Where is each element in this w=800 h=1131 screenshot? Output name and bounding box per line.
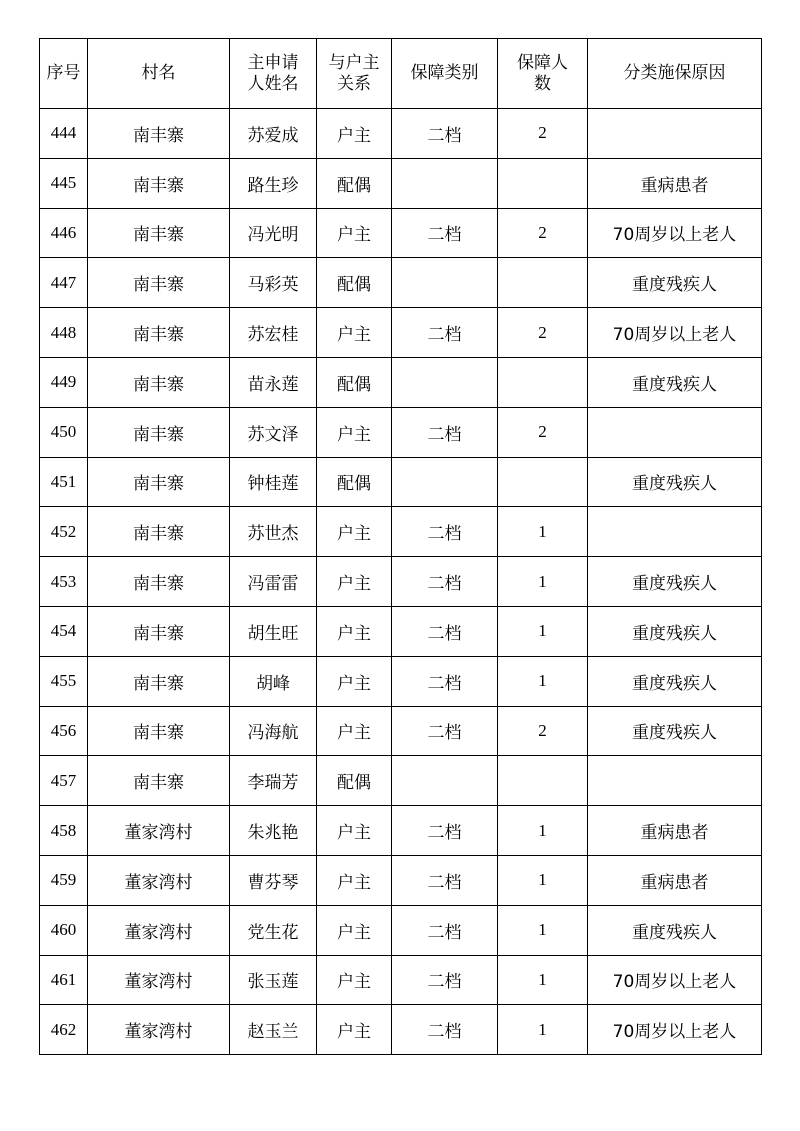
reason-cell: 重度残疾人 xyxy=(588,606,762,656)
table-row xyxy=(40,208,762,258)
seq-cell: 455 xyxy=(40,656,88,706)
count-cell xyxy=(498,457,588,507)
reason-cell: 70周岁以上老人 xyxy=(588,208,762,258)
seq-cell: 456 xyxy=(40,706,88,756)
reason-cell: 重病患者 xyxy=(588,855,762,905)
village-cell: 南丰寨 xyxy=(88,208,230,258)
seq-cell: 462 xyxy=(40,1005,88,1055)
seq-cell: 448 xyxy=(40,308,88,358)
assistance-roster-table xyxy=(39,38,762,1055)
category-cell: 二档 xyxy=(392,806,498,856)
village-cell: 南丰寨 xyxy=(88,407,230,457)
seq-cell: 457 xyxy=(40,756,88,806)
reason-cell: 重度残疾人 xyxy=(588,557,762,607)
count-cell: 2 xyxy=(498,109,588,159)
category-cell: 二档 xyxy=(392,955,498,1005)
reason-cell xyxy=(588,507,762,557)
table-row xyxy=(40,557,762,607)
table-row xyxy=(40,905,762,955)
col-header-count-line1: 保障人 xyxy=(517,52,568,73)
count-cell: 2 xyxy=(498,706,588,756)
seq-cell: 445 xyxy=(40,158,88,208)
relation-cell: 配偶 xyxy=(317,258,392,308)
table-row xyxy=(40,955,762,1005)
table-row xyxy=(40,258,762,308)
table-row xyxy=(40,706,762,756)
category-cell: 二档 xyxy=(392,208,498,258)
count-cell: 1 xyxy=(498,1005,588,1055)
applicant-name-cell: 苏宏桂 xyxy=(230,308,317,358)
village-cell: 董家湾村 xyxy=(88,855,230,905)
village-cell: 董家湾村 xyxy=(88,955,230,1005)
col-header-seq: 序号 xyxy=(40,39,88,109)
reason-cell: 重病患者 xyxy=(588,806,762,856)
reason-cell: 重度残疾人 xyxy=(588,258,762,308)
col-header-relation-line1: 与户主 xyxy=(328,52,380,73)
seq-cell: 453 xyxy=(40,557,88,607)
applicant-name-cell: 马彩英 xyxy=(230,258,317,308)
count-cell: 2 xyxy=(498,407,588,457)
table-row xyxy=(40,656,762,706)
relation-cell: 配偶 xyxy=(317,158,392,208)
category-cell: 二档 xyxy=(392,557,498,607)
reason-cell: 重度残疾人 xyxy=(588,457,762,507)
count-cell: 1 xyxy=(498,955,588,1005)
village-cell: 南丰寨 xyxy=(88,507,230,557)
category-cell: 二档 xyxy=(392,109,498,159)
relation-cell: 户主 xyxy=(317,606,392,656)
relation-cell: 户主 xyxy=(317,407,392,457)
count-cell xyxy=(498,756,588,806)
count-cell: 1 xyxy=(498,606,588,656)
reason-cell: 重度残疾人 xyxy=(588,706,762,756)
count-cell: 1 xyxy=(498,557,588,607)
reason-cell: 70周岁以上老人 xyxy=(588,308,762,358)
applicant-name-cell: 党生花 xyxy=(230,905,317,955)
applicant-name-cell: 张玉莲 xyxy=(230,955,317,1005)
village-cell: 南丰寨 xyxy=(88,258,230,308)
col-header-category: 保障类别 xyxy=(392,39,498,109)
village-cell: 南丰寨 xyxy=(88,158,230,208)
seq-cell: 449 xyxy=(40,357,88,407)
reason-cell: 重度残疾人 xyxy=(588,656,762,706)
village-cell: 董家湾村 xyxy=(88,806,230,856)
village-cell: 南丰寨 xyxy=(88,308,230,358)
applicant-name-cell: 苏爱成 xyxy=(230,109,317,159)
village-cell: 南丰寨 xyxy=(88,656,230,706)
header-row xyxy=(40,39,762,109)
seq-cell: 451 xyxy=(40,457,88,507)
category-cell: 二档 xyxy=(392,606,498,656)
relation-cell: 户主 xyxy=(317,1005,392,1055)
applicant-name-cell: 冯雷雷 xyxy=(230,557,317,607)
category-cell: 二档 xyxy=(392,507,498,557)
table-row xyxy=(40,855,762,905)
village-cell: 南丰寨 xyxy=(88,109,230,159)
table-row xyxy=(40,507,762,557)
village-cell: 董家湾村 xyxy=(88,1005,230,1055)
applicant-name-cell: 苏世杰 xyxy=(230,507,317,557)
seq-cell: 452 xyxy=(40,507,88,557)
village-cell: 南丰寨 xyxy=(88,457,230,507)
count-cell xyxy=(498,158,588,208)
col-header-reason: 分类施保原因 xyxy=(588,39,762,109)
village-cell: 南丰寨 xyxy=(88,756,230,806)
relation-cell: 户主 xyxy=(317,855,392,905)
relation-cell: 配偶 xyxy=(317,357,392,407)
table-row xyxy=(40,109,762,159)
relation-cell: 户主 xyxy=(317,955,392,1005)
count-cell: 1 xyxy=(498,656,588,706)
col-header-count xyxy=(498,39,588,109)
village-cell: 南丰寨 xyxy=(88,606,230,656)
count-cell: 2 xyxy=(498,208,588,258)
table-row xyxy=(40,806,762,856)
applicant-name-cell: 冯光明 xyxy=(230,208,317,258)
reason-cell xyxy=(588,407,762,457)
table-row xyxy=(40,606,762,656)
village-cell: 南丰寨 xyxy=(88,706,230,756)
table-row xyxy=(40,357,762,407)
table-body xyxy=(40,109,762,1055)
count-cell xyxy=(498,258,588,308)
table-row xyxy=(40,407,762,457)
reason-cell: 重度残疾人 xyxy=(588,357,762,407)
relation-cell: 配偶 xyxy=(317,756,392,806)
reason-cell: 重病患者 xyxy=(588,158,762,208)
count-cell: 1 xyxy=(498,905,588,955)
applicant-name-cell: 李瑞芳 xyxy=(230,756,317,806)
col-header-count-line2: 数 xyxy=(534,73,551,94)
table-header xyxy=(40,39,762,109)
category-cell xyxy=(392,457,498,507)
applicant-name-cell: 曹芬琴 xyxy=(230,855,317,905)
seq-cell: 446 xyxy=(40,208,88,258)
category-cell: 二档 xyxy=(392,905,498,955)
category-cell: 二档 xyxy=(392,706,498,756)
relation-cell: 户主 xyxy=(317,905,392,955)
relation-cell: 配偶 xyxy=(317,457,392,507)
col-header-village: 村名 xyxy=(88,39,230,109)
relation-cell: 户主 xyxy=(317,706,392,756)
category-cell: 二档 xyxy=(392,407,498,457)
seq-cell: 460 xyxy=(40,905,88,955)
applicant-name-cell: 苗永莲 xyxy=(230,357,317,407)
applicant-name-cell: 胡峰 xyxy=(230,656,317,706)
col-header-applicant-line2: 人姓名 xyxy=(247,73,299,94)
reason-cell: 70周岁以上老人 xyxy=(588,955,762,1005)
village-cell: 南丰寨 xyxy=(88,557,230,607)
relation-cell: 户主 xyxy=(317,208,392,258)
col-header-relation-line2: 关系 xyxy=(337,73,371,94)
applicant-name-cell: 苏文泽 xyxy=(230,407,317,457)
table-row xyxy=(40,158,762,208)
table-row xyxy=(40,1005,762,1055)
count-cell: 1 xyxy=(498,806,588,856)
category-cell xyxy=(392,357,498,407)
seq-cell: 458 xyxy=(40,806,88,856)
applicant-name-cell: 赵玉兰 xyxy=(230,1005,317,1055)
applicant-name-cell: 朱兆艳 xyxy=(230,806,317,856)
category-cell xyxy=(392,756,498,806)
applicant-name-cell: 冯海航 xyxy=(230,706,317,756)
seq-cell: 459 xyxy=(40,855,88,905)
village-cell: 南丰寨 xyxy=(88,357,230,407)
count-cell xyxy=(498,357,588,407)
col-header-applicant xyxy=(230,39,317,109)
relation-cell: 户主 xyxy=(317,507,392,557)
applicant-name-cell: 路生珍 xyxy=(230,158,317,208)
seq-cell: 454 xyxy=(40,606,88,656)
seq-cell: 450 xyxy=(40,407,88,457)
relation-cell: 户主 xyxy=(317,109,392,159)
count-cell: 1 xyxy=(498,855,588,905)
count-cell: 1 xyxy=(498,507,588,557)
col-header-applicant-line1: 主申请 xyxy=(247,52,299,73)
seq-cell: 444 xyxy=(40,109,88,159)
category-cell xyxy=(392,158,498,208)
category-cell: 二档 xyxy=(392,656,498,706)
relation-cell: 户主 xyxy=(317,806,392,856)
table-row xyxy=(40,457,762,507)
seq-cell: 447 xyxy=(40,258,88,308)
reason-cell xyxy=(588,109,762,159)
table-row xyxy=(40,308,762,358)
applicant-name-cell: 钟桂莲 xyxy=(230,457,317,507)
village-cell: 董家湾村 xyxy=(88,905,230,955)
reason-cell: 70周岁以上老人 xyxy=(588,1005,762,1055)
category-cell: 二档 xyxy=(392,308,498,358)
col-header-relation xyxy=(317,39,392,109)
seq-cell: 461 xyxy=(40,955,88,1005)
count-cell: 2 xyxy=(498,308,588,358)
category-cell xyxy=(392,258,498,308)
relation-cell: 户主 xyxy=(317,557,392,607)
category-cell: 二档 xyxy=(392,855,498,905)
applicant-name-cell: 胡生旺 xyxy=(230,606,317,656)
table-row xyxy=(40,756,762,806)
relation-cell: 户主 xyxy=(317,656,392,706)
relation-cell: 户主 xyxy=(317,308,392,358)
reason-cell xyxy=(588,756,762,806)
category-cell: 二档 xyxy=(392,1005,498,1055)
reason-cell: 重度残疾人 xyxy=(588,905,762,955)
